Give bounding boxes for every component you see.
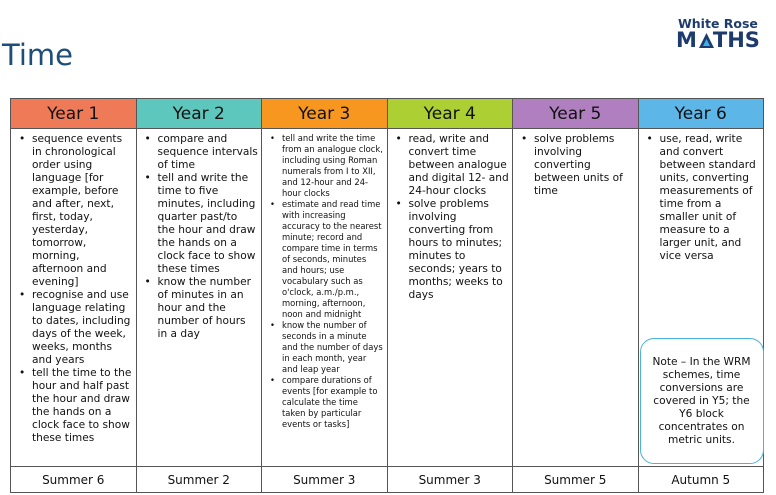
year-6-block: Autumn 5 [638, 467, 764, 493]
year-6-note [640, 338, 764, 464]
list-item: • sequence events in chronological order using language [for example, before and after, next, first, today, yesterday, tomorrow, morning, afternoon and evening] [15, 133, 133, 289]
year-2-block: Summer 2 [136, 467, 262, 493]
year-header-row [11, 99, 764, 129]
year-3-header: Year 3 [262, 99, 388, 129]
year-4-header: Year 4 [387, 99, 513, 129]
list-item: • solve problems involving converting from hours to minutes; minutes to seconds; years to months; weeks to days [392, 198, 510, 302]
white-rose-maths-logo [676, 16, 768, 52]
list-item: • tell and write the time to five minutes, including quarter past/to the hour and draw the hands on a clock face to show these times [141, 172, 259, 276]
list-item: • compare durations of events [for example to calculate the time taken by particular events or tasks] [266, 375, 384, 430]
year-5-block: Summer 5 [513, 467, 639, 493]
year-2-header: Year 2 [136, 99, 262, 129]
year-6-header: Year 6 [638, 99, 764, 129]
year-1-objectives [11, 129, 137, 467]
year-5-objectives [513, 129, 639, 467]
list-item: • estimate and read time with increasing accuracy to the nearest minute; record and compare time in terms of seconds, minutes and hours; use vocabulary such as o'clock, a.m./p.m., morning, afternoon, noon and midnight [266, 199, 384, 320]
list-item: • know the number of minutes in an hour and the number of hours in a day [141, 276, 259, 341]
year-4-block: Summer 3 [387, 467, 513, 493]
block-row [11, 467, 764, 493]
year-3-block: Summer 3 [262, 467, 388, 493]
time-curriculum-table [10, 98, 764, 493]
logo-triangle-icon [698, 32, 715, 49]
year-4-objectives [387, 129, 513, 467]
list-item: • use, read, write and convert between standard units, converting measurements of time from a smaller unit of measure to a larger unit, and vice versa [643, 133, 761, 263]
list-item: • read, write and convert time between analogue and digital 12- and 24-hour clocks [392, 133, 510, 198]
year-1-block: Summer 6 [11, 467, 137, 493]
list-item: • tell the time to the hour and half past the hour and draw the hands on a clock face to show these times [15, 367, 133, 445]
objectives-row [11, 129, 764, 467]
logo-line-1: White Rose [678, 16, 758, 31]
year-3-objectives [262, 129, 388, 467]
logo-line-2: M THS [676, 28, 760, 52]
list-item: • recognise and use language relating to dates, including days of the week, weeks, months and years [15, 289, 133, 367]
page-title: Time [2, 38, 73, 72]
year-6-objectives [638, 129, 764, 467]
year-1-header: Year 1 [11, 99, 137, 129]
list-item: • solve problems involving converting between units of time [517, 133, 635, 198]
year-2-objectives [136, 129, 262, 467]
list-item: • know the number of seconds in a minute and the number of days in each month, year and leap year [266, 320, 384, 375]
year-6-note-text: Note – In the WRM schemes, time conversions are covered in Y5; the Y6 block concentrates on metric units. [652, 355, 751, 446]
list-item: • compare and sequence intervals of time [141, 133, 259, 172]
year-5-header: Year 5 [513, 99, 639, 129]
list-item: • tell and write the time from an analogue clock, including using Roman numerals from I to XII, and 12-hour and 24-hour clocks [266, 133, 384, 199]
